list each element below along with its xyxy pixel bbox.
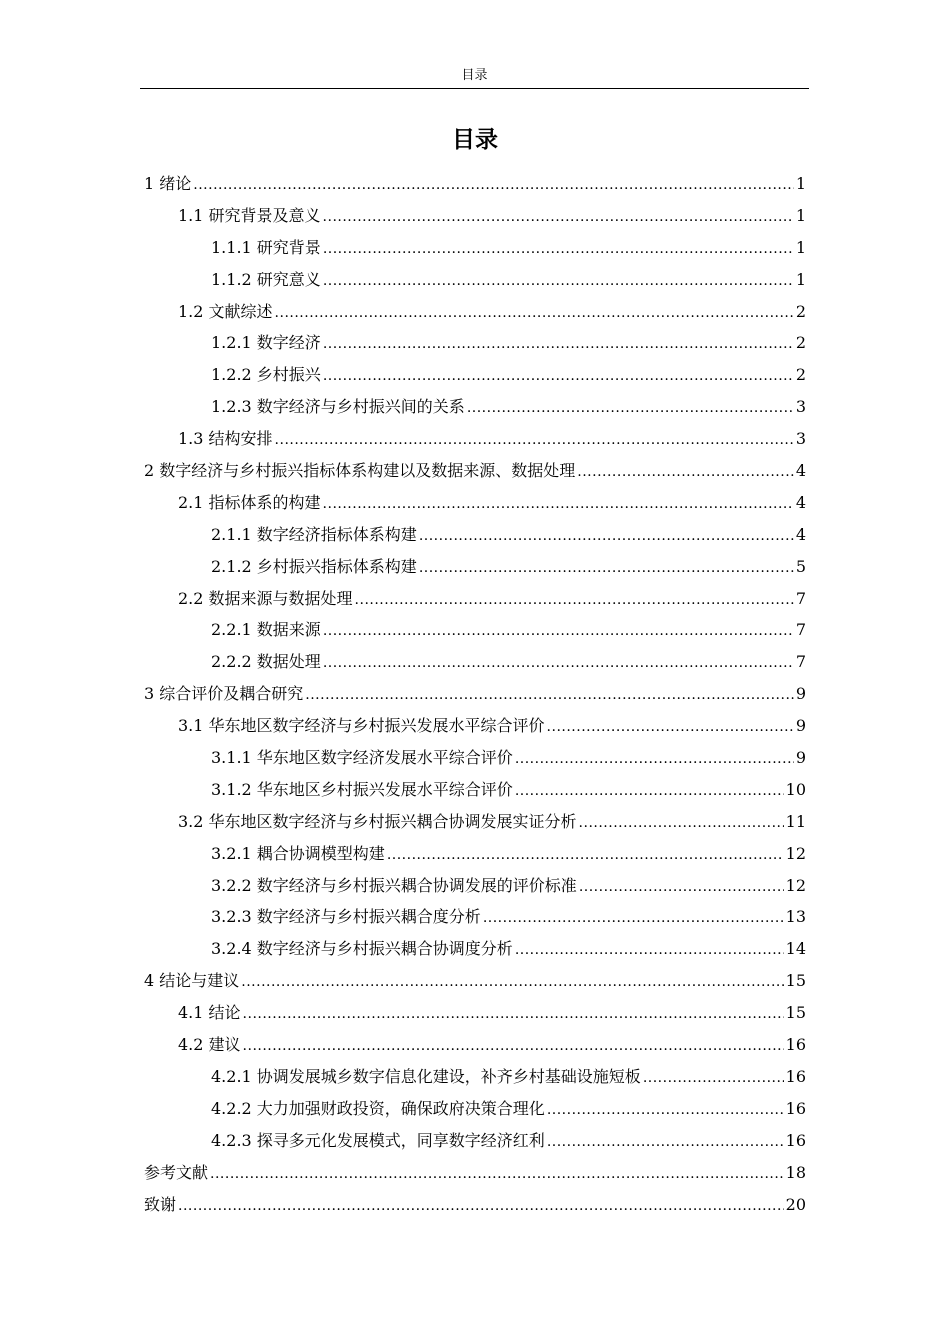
- toc-entry-title: 3.2.4 数字经济与乡村振兴耦合协调度分析: [211, 939, 513, 959]
- toc-page-number: 1: [795, 269, 806, 289]
- toc-entry[interactable]: [144, 168, 806, 200]
- toc-page-number: 1: [795, 237, 806, 257]
- toc-entry[interactable]: [144, 455, 806, 487]
- toc-entry[interactable]: [144, 200, 806, 232]
- toc-dot-leader: [323, 266, 794, 298]
- toc-entry[interactable]: [144, 710, 806, 742]
- toc-dot-leader: [355, 585, 794, 617]
- toc-page-number: 15: [785, 971, 806, 991]
- toc-entry[interactable]: [144, 1093, 806, 1125]
- toc-page-number: 7: [795, 620, 806, 640]
- toc-dot-leader: [547, 1095, 784, 1127]
- toc-entry-title: 1.3 结构安排: [178, 429, 273, 449]
- header-rule: [140, 88, 809, 89]
- toc-dot-leader: [243, 1031, 784, 1063]
- toc-page-number: 3: [795, 397, 806, 417]
- toc-page-number: 14: [785, 939, 806, 959]
- toc-dot-leader: [483, 903, 784, 935]
- toc-dot-leader: [643, 1063, 784, 1095]
- toc-entry-title: 2 数字经济与乡村振兴指标体系构建以及数据来源、数据处理: [144, 461, 576, 481]
- toc-page-number: 2: [795, 333, 806, 353]
- toc-entry-title: 4.2.1 协调发展城乡数字信息化建设，补齐乡村基础设施短板: [211, 1066, 641, 1086]
- toc-entry-title: 2.2.2 数据处理: [211, 652, 321, 672]
- toc-dot-leader: [419, 521, 794, 553]
- toc-entry[interactable]: [144, 997, 806, 1029]
- toc-page-number: 13: [785, 907, 806, 927]
- toc-page-number: 2: [795, 365, 806, 385]
- toc-entry[interactable]: [144, 838, 806, 870]
- toc-entry-title: 3.2.1 耦合协调模型构建: [211, 843, 385, 863]
- toc-entry[interactable]: [144, 1061, 806, 1093]
- toc-dot-leader: [323, 202, 794, 234]
- toc-dot-leader: [305, 680, 794, 712]
- toc-page-number: 2: [795, 301, 806, 321]
- toc-page-number: 10: [785, 779, 806, 799]
- toc-entry-title: 4.1 结论: [178, 1003, 241, 1023]
- toc-entry[interactable]: [144, 487, 806, 519]
- toc-entry-title: 3.2 华东地区数字经济与乡村振兴耦合协调发展实证分析: [178, 811, 577, 831]
- toc-entry[interactable]: [144, 264, 806, 296]
- toc-dot-leader: [515, 776, 784, 808]
- toc-entry[interactable]: [144, 1125, 806, 1157]
- table-of-contents: [144, 168, 806, 1220]
- toc-page-number: 1: [795, 205, 806, 225]
- toc-page-number: 11: [785, 811, 806, 831]
- running-header: 目录: [461, 68, 488, 83]
- toc-page-number: 9: [795, 684, 806, 704]
- toc-entry-title: 1.2 文献综述: [178, 301, 273, 321]
- toc-page-number: 7: [795, 588, 806, 608]
- toc-dot-leader: [323, 489, 794, 521]
- toc-entry-title: 3 综合评价及耦合研究: [144, 684, 304, 704]
- toc-entry-title: 3.1.2 华东地区乡村振兴发展水平综合评价: [211, 779, 513, 799]
- toc-entry[interactable]: [144, 296, 806, 328]
- toc-dot-leader: [467, 393, 794, 425]
- toc-dot-leader: [515, 744, 794, 776]
- toc-page-number: 18: [785, 1162, 806, 1182]
- toc-entry-title: 2.1 指标体系的构建: [178, 492, 321, 512]
- toc-dot-leader: [577, 457, 794, 489]
- toc-dot-leader: [323, 648, 794, 680]
- toc-entry[interactable]: [144, 901, 806, 933]
- toc-page-number: 16: [785, 1066, 806, 1086]
- toc-entry-title: 4 结论与建议: [144, 971, 240, 991]
- toc-dot-leader: [419, 553, 794, 585]
- toc-entry-title: 4.2.3 探寻多元化发展模式，同享数字经济红利: [211, 1130, 545, 1150]
- toc-page-number: 15: [785, 1003, 806, 1023]
- toc-entry-title: 1.1 研究背景及意义: [178, 205, 321, 225]
- toc-entry-title: 3.2.3 数字经济与乡村振兴耦合度分析: [211, 907, 481, 927]
- toc-entry[interactable]: [144, 327, 806, 359]
- toc-entry-title: 3.1 华东地区数字经济与乡村振兴发展水平综合评价: [178, 716, 545, 736]
- toc-page-number: 3: [795, 429, 806, 449]
- toc-entry-title: 1.1.2 研究意义: [211, 269, 321, 289]
- toc-page-number: 5: [795, 556, 806, 576]
- toc-page-number: 4: [795, 524, 806, 544]
- toc-entry[interactable]: [144, 1189, 806, 1221]
- toc-page-number: 9: [795, 748, 806, 768]
- toc-entry[interactable]: [144, 774, 806, 806]
- toc-dot-leader: [323, 361, 794, 393]
- toc-dot-leader: [387, 840, 784, 872]
- toc-entry[interactable]: [144, 519, 806, 551]
- toc-dot-leader: [579, 872, 784, 904]
- toc-entry[interactable]: [144, 678, 806, 710]
- toc-entry-title: 2.1.2 乡村振兴指标体系构建: [211, 556, 417, 576]
- toc-entry-title: 3.1.1 华东地区数字经济发展水平综合评价: [211, 748, 513, 768]
- toc-entry-title: 1.2.1 数字经济: [211, 333, 321, 353]
- toc-dot-leader: [241, 967, 783, 999]
- toc-page-number: 9: [795, 716, 806, 736]
- page-title: 目录: [452, 127, 498, 153]
- toc-entry-title: 参考文献: [144, 1162, 209, 1182]
- toc-dot-leader: [323, 329, 794, 361]
- toc-dot-leader: [210, 1159, 784, 1191]
- toc-dot-leader: [275, 425, 794, 457]
- toc-entry-title: 1.2.2 乡村振兴: [211, 365, 321, 385]
- toc-entry[interactable]: [144, 742, 806, 774]
- toc-entry[interactable]: [144, 1157, 806, 1189]
- toc-dot-leader: [275, 298, 794, 330]
- toc-entry-title: 2.2.1 数据来源: [211, 620, 321, 640]
- toc-page-number: 4: [795, 461, 806, 481]
- toc-entry[interactable]: [144, 391, 806, 423]
- toc-entry[interactable]: [144, 870, 806, 902]
- toc-entry-title: 2.2 数据来源与数据处理: [178, 588, 353, 608]
- toc-dot-leader: [178, 1191, 784, 1223]
- toc-entry-title: 1 绪论: [144, 174, 192, 193]
- toc-entry[interactable]: [144, 551, 806, 583]
- toc-page-number: 7: [795, 652, 806, 672]
- toc-dot-leader: [547, 712, 794, 744]
- toc-entry[interactable]: [144, 232, 806, 264]
- toc-entry[interactable]: [144, 646, 806, 678]
- toc-page-number: 4: [795, 492, 806, 512]
- toc-entry-title: 4.2 建议: [178, 1035, 241, 1055]
- toc-entry[interactable]: [144, 1029, 806, 1061]
- toc-entry-title: 1.1.1 研究背景: [211, 237, 321, 257]
- toc-dot-leader: [579, 808, 784, 840]
- toc-dot-leader: [515, 935, 784, 967]
- toc-entry[interactable]: [144, 806, 806, 838]
- toc-page-number: 12: [785, 843, 806, 863]
- toc-entry[interactable]: [144, 423, 806, 455]
- toc-dot-leader: [323, 234, 794, 266]
- toc-page-number: 20: [785, 1194, 806, 1214]
- toc-entry[interactable]: [144, 583, 806, 615]
- toc-entry-title: 1.2.3 数字经济与乡村振兴间的关系: [211, 397, 465, 417]
- toc-page-number: 12: [785, 875, 806, 895]
- toc-entry-title: 致谢: [144, 1194, 177, 1214]
- toc-entry-title: 2.1.1 数字经济指标体系构建: [211, 524, 417, 544]
- toc-entry-title: 4.2.2 大力加强财政投资，确保政府决策合理化: [211, 1098, 545, 1118]
- toc-entry[interactable]: [144, 965, 806, 997]
- toc-entry[interactable]: [144, 359, 806, 391]
- toc-dot-leader: [547, 1127, 784, 1159]
- toc-page-number: 16: [785, 1098, 806, 1118]
- toc-page-number: 1: [795, 174, 806, 193]
- toc-dot-leader: [243, 999, 784, 1031]
- toc-entry[interactable]: [144, 614, 806, 646]
- toc-page-number: 16: [785, 1035, 806, 1055]
- toc-dot-leader: [193, 170, 794, 202]
- toc-dot-leader: [323, 616, 794, 648]
- toc-entry-title: 3.2.2 数字经济与乡村振兴耦合协调发展的评价标准: [211, 875, 577, 895]
- toc-page-number: 16: [785, 1130, 806, 1150]
- toc-entry[interactable]: [144, 933, 806, 965]
